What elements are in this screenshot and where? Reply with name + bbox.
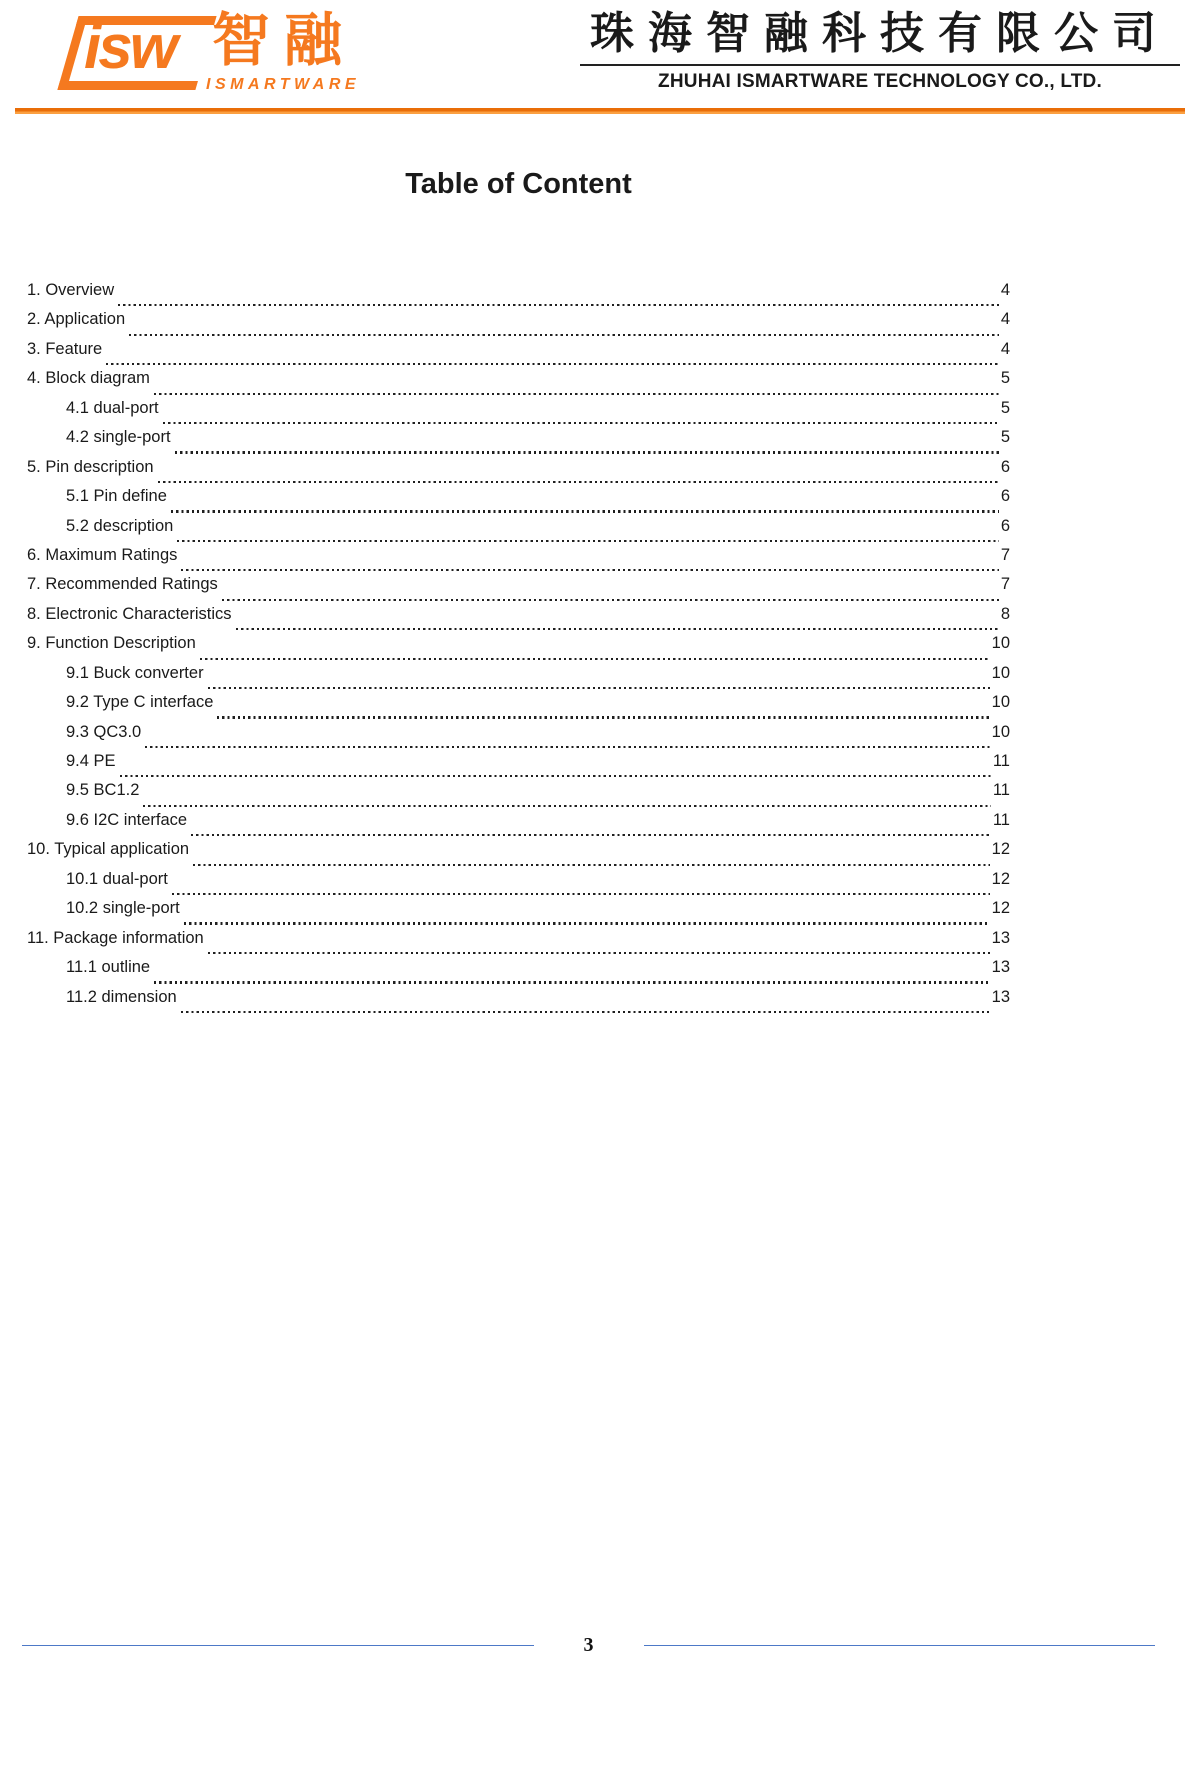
dot-leader (208, 952, 990, 954)
toc-entry-page: 10 (991, 722, 1010, 741)
toc-entry (27, 281, 1010, 310)
toc-entry-page: 13 (991, 987, 1010, 1006)
toc-entry-label: 4. Block diagram (27, 369, 150, 388)
toc-entry (27, 340, 1010, 369)
toc-entry (27, 723, 1010, 752)
toc-entry-page: 12 (991, 899, 1010, 918)
toc-entry (27, 428, 1010, 457)
dot-leader (200, 658, 990, 660)
toc-entry-label: 1. Overview (27, 281, 115, 299)
toc-entry-label: 2. Application (27, 310, 126, 329)
dot-leader (163, 422, 999, 424)
dot-leader (129, 334, 999, 336)
dot-leader (177, 540, 998, 542)
toc-entry (27, 840, 1010, 869)
toc-entry-label: 9. Function Description (27, 634, 196, 653)
toc-entry-page: 6 (1000, 516, 1010, 535)
footer-line-right (644, 1645, 1156, 1647)
toc-entry-label: 4.1 dual-port (66, 398, 159, 417)
dot-leader (181, 1011, 990, 1013)
toc-entry (27, 310, 1010, 339)
toc-entry-label: 9.1 Buck converter (66, 663, 204, 682)
toc-entry (27, 369, 1010, 398)
toc-entry-label: 5. Pin description (27, 457, 154, 476)
dot-leader (143, 805, 990, 807)
toc-entry (27, 605, 1010, 634)
toc-entry-page: 8 (1000, 604, 1010, 623)
toc-entry-label: 10. Typical application (27, 840, 190, 859)
toc-entry (27, 899, 1010, 928)
company-name-block (580, 6, 1180, 93)
logo-wordmark: isw (84, 13, 175, 82)
page-title: Table of Content (405, 168, 632, 200)
toc-entry-label: 5.2 description (66, 516, 174, 535)
toc-entry-label: 3. Feature (27, 339, 103, 358)
toc-entry-label: 9.4 PE (66, 752, 116, 770)
dot-leader (154, 393, 999, 395)
toc-entry-label: 5.1 Pin define (66, 487, 167, 506)
toc-entry-label: 11.2 dimension (66, 987, 177, 1006)
toc-entry-page: 11 (992, 810, 1010, 829)
toc-entry-label: 9.6 I2C interface (66, 810, 188, 829)
toc-entry (27, 634, 1010, 663)
toc-entry (27, 870, 1010, 899)
toc-entry (27, 693, 1010, 722)
toc-entry-page: 10 (991, 634, 1010, 653)
toc-entry (27, 458, 1010, 487)
dot-leader (158, 481, 999, 483)
toc-entry-label: 9.3 QC3.0 (66, 722, 142, 741)
dot-leader (120, 775, 991, 777)
toc-entry-page: 12 (991, 840, 1010, 859)
toc-entry (27, 929, 1010, 958)
toc-entry (27, 487, 1010, 516)
toc-entry-page: 13 (991, 958, 1010, 977)
dot-leader (236, 628, 999, 630)
dot-leader (172, 893, 990, 895)
dot-leader (145, 746, 989, 748)
dot-leader (154, 981, 990, 983)
toc-entry (27, 575, 1010, 604)
dot-leader (118, 304, 999, 306)
toc-entry-page: 7 (1000, 575, 1010, 594)
toc-entry-label: 9.5 BC1.2 (66, 781, 140, 800)
toc-entry-label: 7. Recommended Ratings (27, 575, 218, 594)
dot-leader (193, 864, 990, 866)
toc-entry-page: 11 (992, 781, 1010, 800)
toc-entry (27, 399, 1010, 428)
toc-entry (27, 546, 1010, 575)
company-name-english: ZHUHAI ISMARTWARE TECHNOLOGY CO., LTD. (658, 71, 1102, 92)
toc-entry-label: 8. Electronic Characteristics (27, 604, 232, 623)
toc-entry-label: 10.1 dual-port (66, 869, 168, 888)
header-divider (15, 108, 1185, 114)
logo-subtext: ISMARTWARE (206, 76, 361, 93)
toc-entry (27, 958, 1010, 987)
toc-entry-page: 6 (1000, 487, 1010, 506)
toc-entry-label: 9.2 Type C interface (66, 693, 214, 712)
dot-leader (217, 716, 989, 718)
dot-leader (222, 599, 999, 601)
dot-leader (106, 363, 999, 365)
page-footer (22, 1634, 1155, 1657)
toc-entry-page: 4 (1000, 339, 1010, 358)
toc-entry (27, 517, 1010, 546)
toc-entry-page: 10 (991, 693, 1010, 712)
dot-leader (171, 510, 999, 512)
toc-entry-label: 11.1 outline (66, 958, 151, 977)
toc-entry-page: 11 (992, 752, 1010, 770)
dot-leader (208, 687, 990, 689)
toc-list (27, 281, 1010, 1017)
toc-entry (27, 988, 1010, 1017)
dot-leader (184, 922, 990, 924)
toc-entry-page: 4 (1000, 310, 1010, 329)
toc-entry-page: 7 (1000, 545, 1010, 564)
toc-entry-page: 6 (1000, 457, 1010, 476)
toc-entry-page: 13 (991, 928, 1010, 947)
dot-leader (191, 834, 991, 836)
toc-entry-label: 11. Package information (27, 928, 204, 947)
toc-entry-page: 5 (1000, 369, 1010, 388)
dot-leader (175, 451, 999, 453)
footer-line-left (22, 1645, 534, 1647)
company-logo (58, 14, 218, 94)
toc-entry-page: 4 (1000, 281, 1010, 299)
toc-entry (27, 752, 1010, 781)
toc-entry-label: 10.2 single-port (66, 899, 180, 918)
toc-entry (27, 781, 1010, 810)
company-name-chinese: 珠海智融科技有限公司 (580, 6, 1180, 66)
toc-entry-label: 6. Maximum Ratings (27, 545, 178, 564)
footer-page-number: 3 (583, 1634, 594, 1656)
logo-chinese-text: 智融 (212, 6, 357, 74)
toc-entry-page: 5 (1000, 398, 1010, 417)
toc-entry-page: 5 (1000, 428, 1010, 447)
toc-entry-label: 4.2 single-port (66, 428, 171, 447)
dot-leader (181, 569, 998, 571)
toc-entry-page: 10 (991, 663, 1010, 682)
toc-entry (27, 664, 1010, 693)
toc-entry-page: 12 (991, 869, 1010, 888)
toc-entry (27, 811, 1010, 840)
